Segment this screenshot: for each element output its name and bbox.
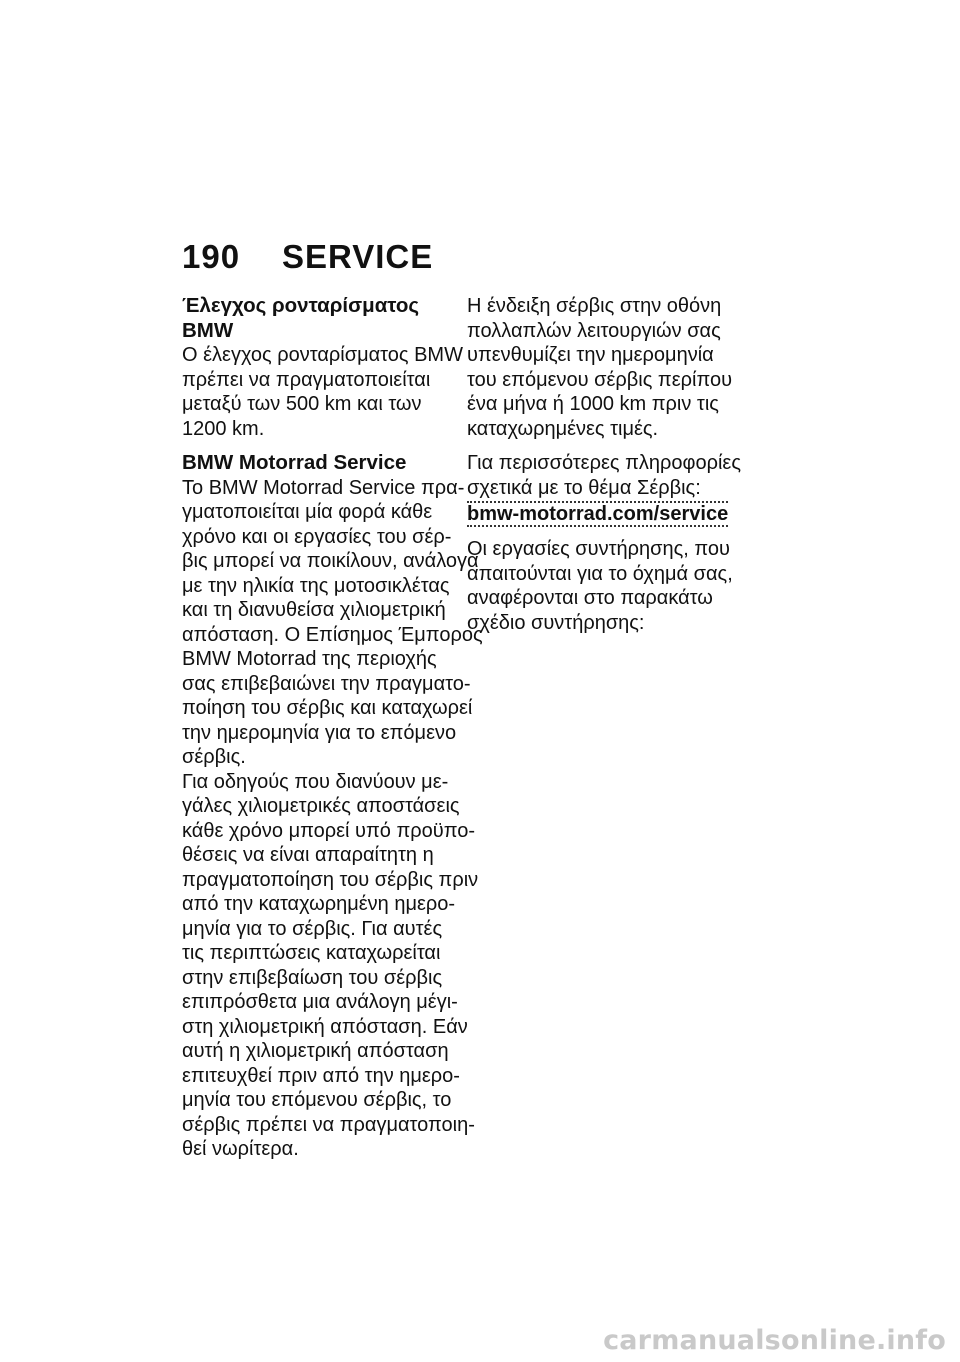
text-line: Για περισσότερες πληροφορίες — [467, 452, 741, 474]
paragraph-maintenance-work — [467, 537, 731, 635]
text-line: στην επιβεβαίωση του σέρβις — [182, 966, 443, 989]
text-line: καταχωρημένες τιμές. — [467, 417, 659, 440]
text-line: μηνία για το σέρβις. Για αυτές — [182, 917, 443, 940]
service-link[interactable]: bmw-motorrad.com/service — [467, 503, 729, 525]
text-line: θέσεις να είναι απαραίτητη η — [182, 844, 434, 866]
left-column — [182, 294, 483, 1162]
paragraph-service-indicator — [467, 294, 731, 441]
text-line: σέρβις πρέπει να πραγματοποιη- — [182, 1113, 475, 1136]
text-line: του επόμενου σέρβις περίπου — [467, 368, 733, 391]
text-line: βις μπορεί να ποικίλουν, ανάλογα — [182, 550, 479, 572]
text-line: Για οδηγούς που διανύουν με- — [182, 770, 449, 793]
text-line: τις περιπτώσεις καταχωρείται — [182, 942, 441, 964]
text-line: πολλαπλών λειτουργιών σας — [467, 319, 721, 342]
text-line: απόσταση. Ο Επίσημος Έμπορος — [182, 623, 483, 646]
text-line: μεταξύ των 500 km και των — [182, 393, 422, 415]
text-line: Η ένδειξη σέρβις στην οθόνη — [467, 295, 722, 317]
text-line: γάλες χιλιομετρικές αποστάσεις — [182, 795, 460, 817]
heading-line: BMW — [182, 318, 234, 342]
heading-break-in-check — [182, 294, 472, 343]
watermark: carmanualsonline.info — [603, 1325, 946, 1356]
text-line: πραγματοποίηση του σέρβις πριν — [182, 868, 479, 891]
text-line: σέρβις. — [182, 746, 246, 768]
text-line: υπενθυμίζει την ημερομηνία — [467, 344, 714, 366]
text-line: σας επιβεβαιώνει την πραγματο- — [182, 672, 471, 695]
text-line: ποίηση του σέρβις και καταχωρεί — [182, 697, 473, 719]
heading-line: Έλεγχος ρονταρίσματος — [182, 294, 420, 317]
paragraph-motorrad-service — [182, 476, 483, 770]
text-line: κάθε χρόνο μπορεί υπό προϋπο- — [182, 819, 475, 842]
text-line: επιτευχθεί πριν από την ημερο- — [182, 1064, 460, 1087]
section-title: SERVICE — [282, 238, 434, 275]
text-line: στη χιλιομετρική απόσταση. Εάν — [182, 1015, 468, 1038]
text-line: αυτή η χιλιομετρική απόσταση — [182, 1040, 449, 1062]
text-line: χρόνο και οι εργασίες του σέρ- — [182, 525, 452, 548]
page-header — [182, 238, 433, 276]
right-column — [467, 294, 741, 635]
paragraph-high-mileage — [182, 770, 479, 1162]
text-line: ένα μήνα ή 1000 km πριν τις — [467, 393, 719, 415]
text-line: Ο έλεγχος ρονταρίσματος BMW — [182, 344, 463, 366]
text-line: απαιτούνται για το όχημά σας, — [467, 562, 733, 585]
heading-motorrad-service: BMW Motorrad Service — [182, 451, 407, 474]
paragraph-more-info — [467, 451, 741, 527]
text-line: με την ηλικία της μοτοσικλέτας — [182, 574, 450, 597]
paragraph-break-in-check — [182, 343, 472, 441]
text-line: και τη διανυθείσα χιλιομετρική — [182, 599, 446, 621]
text-line: BMW Motorrad της περιοχής — [182, 648, 437, 670]
text-line: γματοποιείται μία φορά κάθε — [182, 501, 433, 523]
text-line: την ημερομηνία για το επόμενο — [182, 721, 457, 744]
text-line: αναφέρονται στο παρακάτω — [467, 587, 713, 609]
text-line: θεί νωρίτερα. — [182, 1138, 299, 1160]
text-line: Το BMW Motorrad Service πρα- — [182, 476, 465, 499]
text-line: σχετικά με το θέμα Σέρβις: — [467, 476, 701, 499]
text-line: Οι εργασίες συντήρησης, που — [467, 538, 730, 560]
text-line: επιπρόσθετα μια ανάλογη μέγι- — [182, 991, 458, 1013]
text-line: μηνία του επόμενου σέρβις, το — [182, 1089, 452, 1111]
text-line: 1200 km. — [182, 417, 265, 440]
text-line: από την καταχωρημένη ημερο- — [182, 893, 456, 915]
page-number: 190 — [182, 238, 241, 275]
text-line: πρέπει να πραγματοποιείται — [182, 368, 431, 391]
text-line: σχέδιο συντήρησης: — [467, 611, 645, 634]
